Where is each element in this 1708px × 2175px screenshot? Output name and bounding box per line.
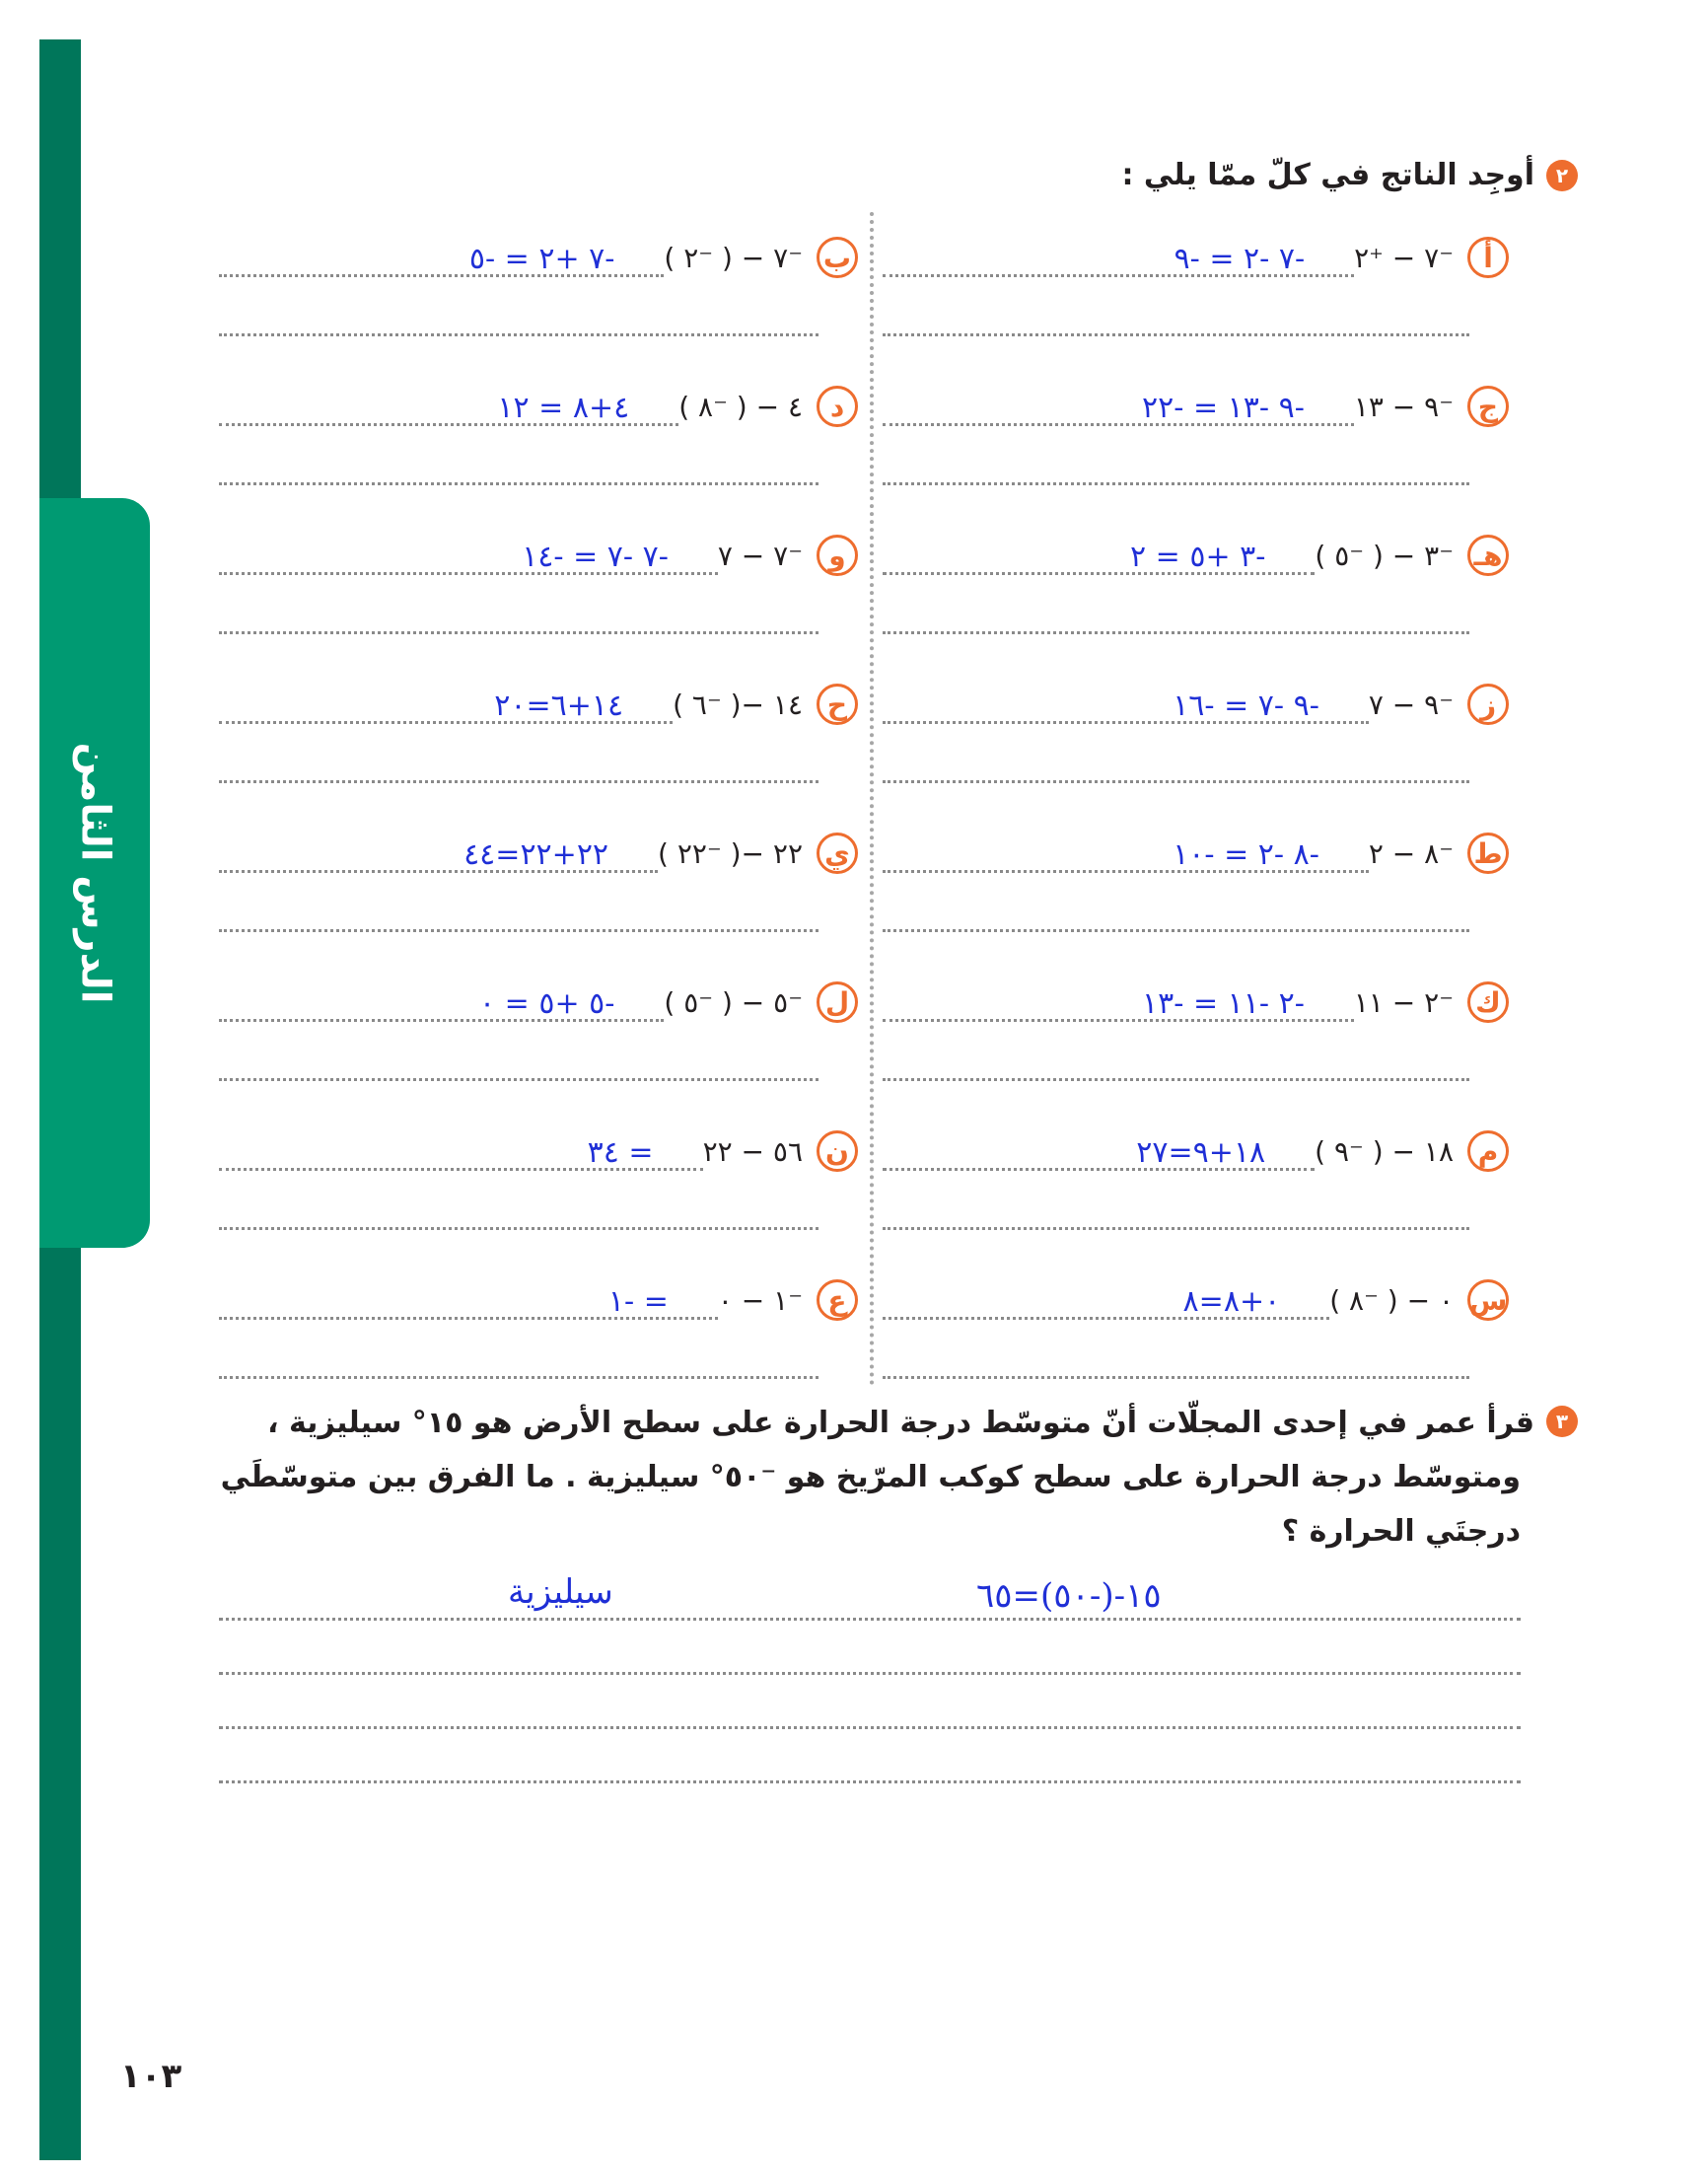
answer-line: [219, 1618, 1521, 1621]
page-number: ١٠٣: [120, 2057, 182, 2096]
exercise-letter: ز: [1467, 684, 1509, 725]
answer-line: [219, 239, 664, 277]
answer-line: [883, 537, 1315, 575]
exercise-letter: د: [817, 386, 858, 427]
question-3-answer-calc: ١٥-(-٥٠)=٦٥: [976, 1576, 1162, 1616]
exercise-row: [883, 1275, 1509, 1325]
handwritten-answer: -٩ -٧ = -١٦: [1173, 688, 1319, 723]
exercise-letter: ي: [817, 833, 858, 874]
handwritten-answer: = -١: [607, 1283, 669, 1319]
exercise-expression: ⁻٢ − ١١: [1353, 985, 1454, 1019]
handwritten-answer: ١٨+٩=٢٧: [1136, 1134, 1266, 1170]
exercise-expression: ⁻٧ − ( ⁻٢ ): [664, 241, 803, 274]
exercise-letter: م: [1467, 1130, 1509, 1172]
handwritten-answer: -٢ -١١ = -١٣: [1142, 985, 1305, 1021]
exercise-letter: أ: [1467, 237, 1509, 278]
answer-line: [219, 631, 818, 634]
answer-line: [883, 686, 1369, 724]
answer-line: [883, 1227, 1469, 1230]
exercise-row: [883, 829, 1509, 878]
answer-line: [219, 983, 664, 1022]
answer-line: [219, 929, 818, 932]
handwritten-answer: ١٤+٦=٢٠: [494, 688, 624, 723]
answer-line: [883, 1376, 1469, 1379]
handwritten-answer: -٧ +٢ = -٥: [468, 241, 615, 276]
answer-line: [219, 482, 818, 485]
exercise-letter: س: [1467, 1279, 1509, 1321]
exercise-row: [219, 829, 858, 878]
answer-line: [219, 388, 678, 426]
exercise-letter: ج: [1467, 386, 1509, 427]
handwritten-answer: ٢٢+٢٢=٤٤: [463, 836, 609, 872]
exercise-row: [219, 233, 858, 282]
question-3-line-2: ومتوسّط درجة الحرارة على سطح كوكب المرّيخ هو ⁻٥٠° سيليزية . ما الفرق بين متوسّطَي: [220, 1460, 1521, 1494]
answer-line: [883, 1281, 1329, 1320]
exercise-expression: ⁻٧ − ⁺٢: [1354, 241, 1454, 274]
exercise-letter: هـ: [1467, 535, 1509, 576]
exercise-row: [883, 233, 1509, 282]
exercise-row: [219, 680, 858, 729]
column-divider: [870, 212, 874, 1386]
answer-line: [883, 333, 1469, 336]
exercise-letter: ن: [817, 1130, 858, 1172]
exercise-row: [219, 531, 858, 580]
exercise-row: [219, 1275, 858, 1325]
exercise-row: [883, 1126, 1509, 1176]
exercise-letter: ح: [817, 684, 858, 725]
answer-line: [219, 333, 818, 336]
exercise-expression: ⁻٧ − ٧: [717, 539, 803, 572]
exercise-row: [883, 978, 1509, 1027]
handwritten-answer: -٩ -١٣ = -٢٢: [1142, 390, 1305, 425]
handwritten-answer: -٣ +٥ = ٢: [1130, 539, 1266, 574]
answer-line: [219, 686, 673, 724]
exercise-expression: ٤ − ( ⁻٨ ): [678, 390, 803, 423]
handwritten-answer: -٨ -٢ = -١٠: [1173, 836, 1319, 872]
answer-line: [883, 239, 1354, 277]
answer-line: [883, 1078, 1469, 1081]
question-3-answer-unit: سيليزية: [508, 1572, 613, 1612]
exercise-letter: ل: [817, 981, 858, 1023]
exercise-expression: ⁻٣ − ( ⁻٥ ): [1315, 539, 1454, 572]
question-3-number: ٣: [1546, 1406, 1578, 1437]
answer-line: [219, 834, 658, 873]
answer-line: [219, 1227, 818, 1230]
exercise-expression: ⁻٥ − ( ⁻٥ ): [664, 985, 803, 1019]
answer-line: [883, 929, 1469, 932]
exercise-letter: ب: [817, 237, 858, 278]
answer-line: [219, 780, 818, 783]
exercise-row: [219, 1126, 858, 1176]
answer-line: [219, 1281, 718, 1320]
answer-line: [883, 780, 1469, 783]
answer-line: [219, 537, 718, 575]
exercise-row: [883, 531, 1509, 580]
answer-line: [219, 1132, 703, 1171]
exercise-letter: و: [817, 535, 858, 576]
question-2-prompt: أوجِد الناتج في كلّ ممّا يلي :: [1121, 158, 1534, 192]
answer-line: [883, 834, 1369, 873]
question-3-line-3: درجتَي الحرارة ؟: [1281, 1514, 1521, 1549]
exercise-expression: ١٨ − ( ⁻٩ ): [1315, 1134, 1454, 1168]
lesson-tab-label: الدرس الثامن: [72, 742, 118, 1004]
answer-line: [883, 983, 1354, 1022]
exercise-letter: ك: [1467, 981, 1509, 1023]
exercise-expression: ٠ − ( ⁻٨ ): [1329, 1283, 1454, 1317]
exercise-expression: ⁻٩ − ١٣: [1353, 390, 1454, 423]
answer-line: [219, 1078, 818, 1081]
exercise-expression: ٥٦ − ٢٢: [702, 1134, 803, 1168]
answer-line: [883, 1132, 1315, 1171]
answer-line: [219, 1376, 818, 1379]
handwritten-answer: -٧ -٢ = -٩: [1174, 241, 1306, 276]
exercise-expression: ⁻٨ − ٢: [1368, 836, 1454, 870]
handwritten-answer: = ٣٤: [587, 1134, 654, 1170]
exercise-row: [219, 382, 858, 431]
lesson-tab-label-wrap: [39, 498, 150, 1248]
answer-line: [219, 1780, 1521, 1783]
exercise-expression: ⁻٩ − ٧: [1368, 688, 1454, 721]
answer-line: [883, 388, 1354, 426]
exercise-expression: ١٤ −( ⁻٦ ): [673, 688, 803, 721]
exercise-letter: ط: [1467, 833, 1509, 874]
exercise-letter: ع: [817, 1279, 858, 1321]
answer-line: [883, 482, 1469, 485]
exercise-expression: ٢٢ −( ⁻٢٢ ): [658, 836, 803, 870]
handwritten-answer: -٧ -٧ = -١٤: [522, 539, 669, 574]
exercise-row: [883, 382, 1509, 431]
exercise-expression: ⁻١ − ٠: [717, 1283, 803, 1317]
exercise-row: [219, 978, 858, 1027]
handwritten-answer: ٠+٨=٨: [1182, 1283, 1281, 1319]
question-3-line-1: قرأ عمر في إحدى المجلّات أنّ متوسّط درجة الحرارة على سطح الأرض هو ١٥° سيليزية ،: [267, 1406, 1534, 1440]
answer-line: [219, 1672, 1521, 1675]
answer-line: [219, 1726, 1521, 1729]
handwritten-answer: ٤+٨ = ١٢: [497, 390, 630, 425]
exercise-row: [883, 680, 1509, 729]
question-2-number: ٢: [1546, 160, 1578, 191]
handwritten-answer: -٥ +٥ = ٠: [479, 985, 615, 1021]
answer-line: [883, 631, 1469, 634]
